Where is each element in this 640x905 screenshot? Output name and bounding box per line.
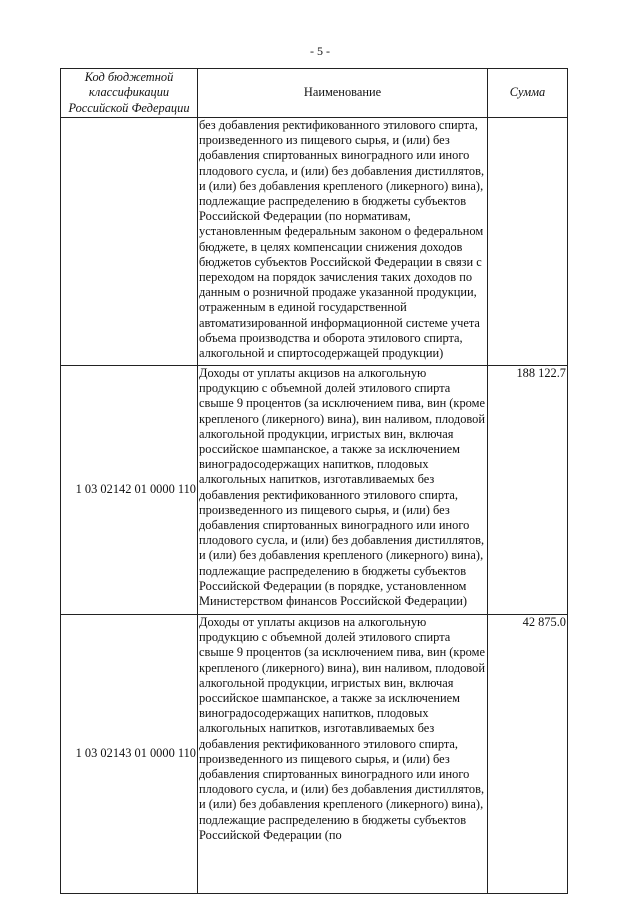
table-row <box>61 118 568 366</box>
row-code: 1 03 02142 01 0000 110 <box>61 366 198 615</box>
row-name: Доходы от уплаты акцизов на алкогольную продукцию с объемной долей этилового спирта свыше 9 процентов (за исключением пива, вин (кроме крепленого (ликерного) вина), вин наливом, плодовой алкогольной продукции, игристых вин, включая российское шампанское, а также за исключением виноградосодержащих напитков, плодовых алкогольных напитков, изготавливаемых без добавления ректификованного этилового спирта, произведенного из пищевого сырья, и (или) без добавления спиртованных виноградного или иного плодового сусла, и (или) без добавления дистиллятов, и (или) без добавления крепленого (ликерного) вина), подлежащие распределению в бюджеты субъектов Российской Федерации (в порядке, установленном Министерством финансов Российской Федерации) <box>198 366 488 615</box>
table-row <box>61 615 568 894</box>
header-name: Наименование <box>198 69 488 118</box>
row-name: без добавления ректификованного этилового спирта, произведенного из пищевого сырья, и (или) без добавления спиртованных виноградного или иного плодового сусла, и (или) без добавления дистиллятов, и (или) без добавления крепленого (ликерного) вина), подлежащие распределению в бюджеты субъектов Российской Федерации (по нормативам, установленным федеральным законом о федеральном бюджете, в целях компенсации снижения доходов бюджетов субъектов Российской Федерации в связи с переходом на порядок зачисления таких доходов по данным о розничной продаже указанной продукции, отраженным в единой государственной автоматизированной информационной системе учета объема производства и оборота этилового спирта, алкогольной и спиртосодержащей продукции) <box>198 118 488 366</box>
row-code <box>61 118 198 366</box>
table-row <box>61 366 568 615</box>
header-sum: Сумма <box>488 69 568 118</box>
row-name: Доходы от уплаты акцизов на алкогольную продукцию с объемной долей этилового спирта свыше 9 процентов (за исключением пива, вин (кроме крепленого (ликерного) вина), вин наливом, плодовой алкогольной продукции, игристых вин, включая российское шампанское, а также за исключением виноградосодержащих напитков, плодовых алкогольных напитков, изготавливаемых без добавления ректификованного этилового спирта, произведенного из пищевого сырья, и (или) без добавления спиртованных виноградного или иного плодового сусла, и (или) без добавления дистиллятов, и (или) без добавления крепленого (ликерного) вина), подлежащие распределению в бюджеты субъектов Российской Федерации (по <box>198 615 488 894</box>
header-code: Код бюджетной классификации Российской Федерации <box>61 69 198 118</box>
row-code: 1 03 02143 01 0000 110 <box>61 615 198 894</box>
row-sum: 42 875.0 <box>488 615 568 894</box>
page-number: - 5 - <box>310 44 330 58</box>
budget-table <box>60 68 568 894</box>
row-sum: 188 122.7 <box>488 366 568 615</box>
table-header-row <box>61 69 568 118</box>
row-sum <box>488 118 568 366</box>
